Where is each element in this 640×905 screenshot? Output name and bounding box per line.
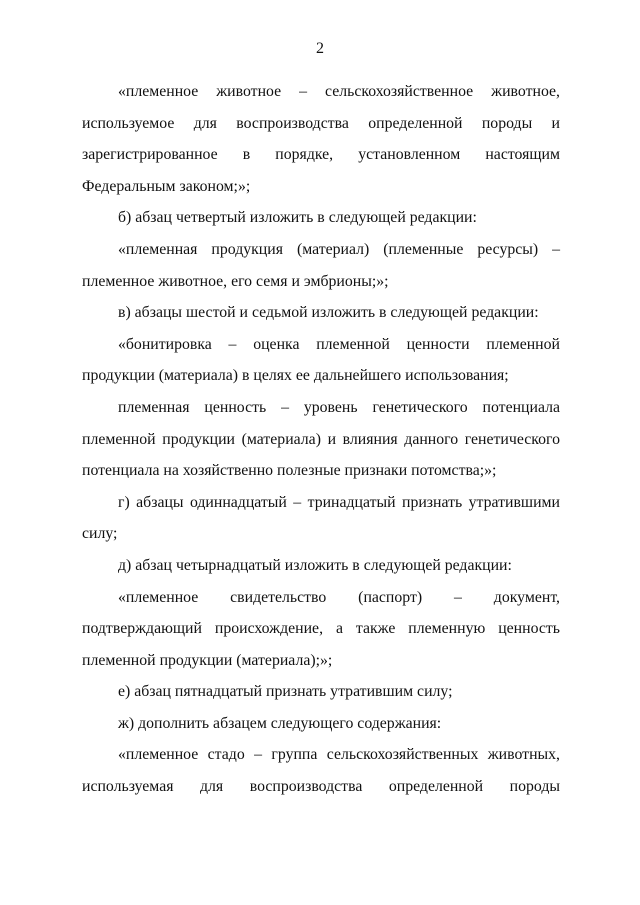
paragraph-item-zh: ж) дополнить абзацем следующего содержания: (118, 714, 442, 732)
paragraph-definition-breeding-value: племенная ценность – уровень генетического потенциала племенной продукции (материала) и влияния данного генетического потенциала на хозяйственно полезные признаки потомства;»; (82, 398, 560, 480)
paragraph-item-g: г) абзацы одиннадцатый – тринадцатый признать утратившими силу; (82, 493, 560, 543)
paragraph-item-d: д) абзац четырнадцатый изложить в следующей редакции: (118, 556, 512, 574)
paragraph-definition-breeding-animal: «племенное животное – сельскохозяйственное животное, используемое для воспроизводства определенной породы и зарегистрированное в порядке, установленном настоящим Федеральным законом;»; (82, 83, 560, 195)
paragraph-definition-bonitation: «бонитировка – оценка племенной ценности племенной продукции (материала) в целях ее дальнейшего использования; (82, 335, 560, 385)
paragraph-definition-breeding-herd: «племенное стадо – группа сельскохозяйственных животных, используемая для воспроизводства определенной породы (82, 746, 560, 796)
paragraph-definition-breeding-certificate: «племенное свидетельство (паспорт) – документ, подтверждающий происхождение, а также племенную ценность племенной продукции (материала);»; (82, 588, 560, 669)
paragraph-item-v: в) абзацы шестой и седьмой изложить в следующей редакции: (118, 304, 539, 322)
paragraph-definition-breeding-products: «племенная продукция (материал) (племенные ресурсы) – племенное животное, его семя и эмбрионы;»; (82, 240, 560, 290)
document-body (82, 76, 560, 803)
paragraph-item-b: б) абзац четвертый изложить в следующей редакции: (118, 209, 477, 227)
paragraph-item-e: е) абзац пятнадцатый признать утратившим силу; (118, 683, 453, 701)
page-number: 2 (316, 40, 324, 57)
